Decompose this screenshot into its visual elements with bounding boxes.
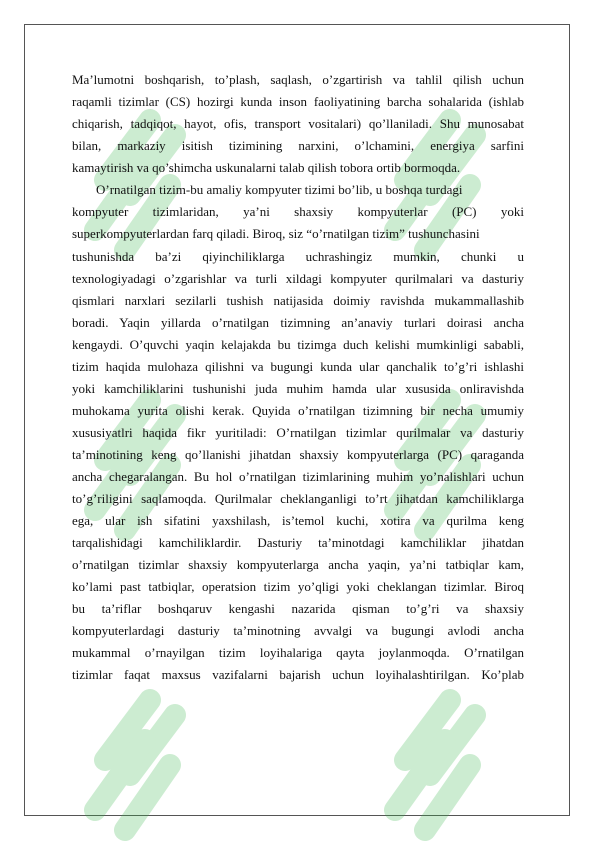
text-line: boradi. Yaqin yillarda o’rnatilgan tizimning an’anaviy turlari doirasi ancha (72, 315, 524, 330)
text-line: raqamli tizimlar (CS) hozirgi kunda inson faoliyatining barcha sohalarida (ishlab (72, 94, 524, 109)
text-line: bu ta’riflar boshqaruv kengashi nazarida qisman to’g’ri va shaxsiy (72, 601, 524, 616)
text-line: bilan, markaziy isitish tizimining narxini, o’lchamini, energiya sarfini (72, 138, 524, 153)
text-line: kompyuter tizimlaridan, ya’ni shaxsiy kompyuterlar (PC) yoki (72, 204, 524, 219)
text-line: superkompyuterlardan farq qiladi. Biroq, siz “o’rnatilgan tizim” tushunchasini (72, 226, 480, 241)
text-line: tushunishda ba’zi qiyinchiliklarga uchrashingiz mumkin, chunki u (72, 249, 524, 264)
text-line: texnologiyadagi o’zgarishlar va turli xildagi kompyuter qurilmalari va dasturiy (72, 271, 524, 286)
text-line: qismlari narxlari sezilarli tushish natijasida doimiy ravishda mukammallashib (72, 293, 524, 308)
text-line: ega, ular ish sifatini yaxshilash, is’temol kuchi, xotira va qurilma keng (72, 513, 524, 528)
text-line: muhokama yurita olishi kerak. Quyida o’rnatilgan tizimning bir necha umumiy (72, 403, 524, 418)
text-line: yoki kamchiliklarini tushunishi juda muhim hamda ular xususida onliravishda (72, 381, 524, 396)
text-line: Ma’lumotni boshqarish, to’plash, saqlash, o’zgartirish va tahlil qilish uchun (72, 72, 524, 87)
text-line: tizimlar faqat maxsus vazifalarni bajarish uchun loyihalashtirilgan. Ko’plab (72, 667, 524, 682)
text-line: to’g’riligini saqlamoqda. Qurilmalar cheklanganligi to’rt jihatdan kamchiliklarga (72, 491, 524, 506)
text-line: chiqarish, tadqiqot, hayot, ofis, transport vositalari) qo’llaniladi. Shu munosabat (72, 116, 524, 131)
text-line: ancha chegaralangan. Bu hol o’rnatilgan tizimlarining muhim yo’nalishlari uchun (72, 469, 524, 484)
text-line: mukammal o’rnayilgan tizim loyihalariga qayta joylanmoqda. O’rnatilgan (72, 645, 524, 660)
text-line: tizim haqida mulohaza qilishni va bugungi kunda ular qanchalik to’g’ri ishlashi (72, 359, 524, 374)
text-line: xususiyatlri haqida fikr yuritiladi: O’rnatilgan tizimlar qurilmalar va dasturiy (72, 425, 524, 440)
text-line: kengaydi. O’quvchi yaqin kelajakda bu tizimga duch kelishi mumkinligi sababli, (72, 337, 524, 352)
text-line: ko’lami past tatbiqlar, operatsion tizim yo’qligi yoki cheklangan tizimlar. Biroq (72, 579, 524, 594)
text-line: kamaytirish va qo’shimcha uskunalarni talab qilish tobora ortib bormoqda. (72, 160, 461, 175)
text-line: o’rnatilgan tizimlar shaxsiy kompyuterlarga ancha yaqin, ya’ni tatbiqlar kam, (72, 557, 524, 572)
text-line: tarqalishidagi kamchiliklardir. Dasturiy ta’minotdagi kamchiliklar jihatdan (72, 535, 524, 550)
text-line: O’rnatilgan tizim-bu amaliy kompyuter tizimi bo’lib, u boshqa turdagi (96, 182, 463, 197)
text-line: kompyuterlardagi dasturiy ta’minotning avvalgi va bugungi avlodi ancha (72, 623, 524, 638)
text-line: ta’minotining keng qo’llanishi jihatdan shaxsiy kompyuterlarga (PC) qaraganda (72, 447, 524, 462)
